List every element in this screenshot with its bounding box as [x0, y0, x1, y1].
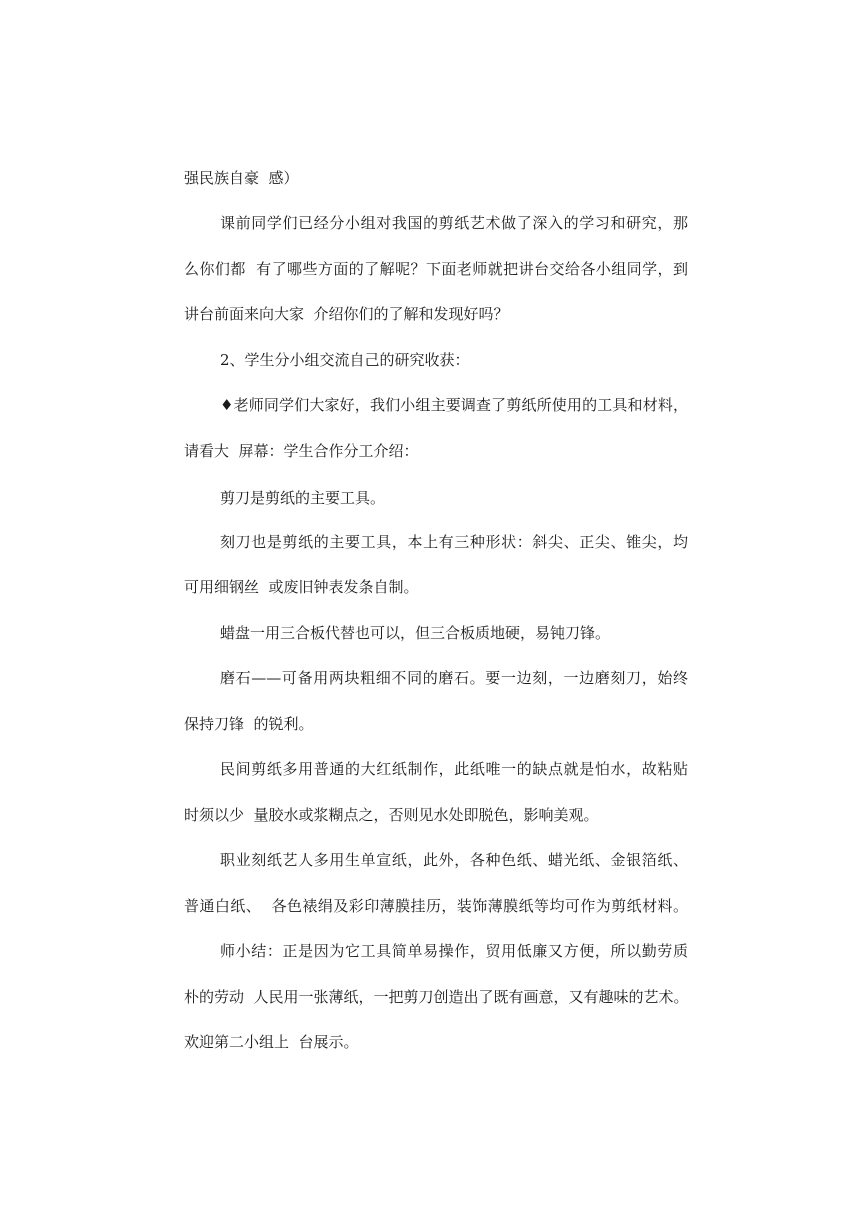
text-line: 可用细钢丝 或废旧钟表发条自制。: [184, 578, 419, 596]
text-line: 强民族自豪 感）: [184, 169, 299, 187]
text-line: 普通白纸、 各色裱绢及彩印薄膜挂历，装饰薄膜纸等均可作为剪纸材料。: [184, 897, 688, 915]
paragraph-line: 刻刀也是剪纸的主要工具，本上有三种形状：斜尖、正尖、锥尖，均: [220, 533, 688, 551]
paragraph-line: 民间剪纸多用普通的大红纸制作，此纸唯一的缺点就是怕水，故粘贴: [220, 760, 688, 778]
paragraph-line: 师小结：正是因为它工具简单易操作，贸用低廉又方便，所以勤劳质: [220, 942, 688, 960]
section-heading: 2、学生分小组交流自己的研究收获：: [220, 351, 470, 369]
text-line: 时须以少 量胶水或浆糊点之，否则见水处即脱色，影响美观。: [184, 806, 599, 824]
text-line: 欢迎第二小组上 台展示。: [184, 1033, 359, 1051]
paragraph-line: 磨石——可备用两块粗细不同的磨石。要一边刻，一边磨刻刀，始终: [220, 669, 688, 687]
text-line: 保持刀锋 的锐利。: [184, 715, 314, 733]
text-line: 请看大 屏幕：学生合作分工介绍：: [184, 442, 419, 460]
text-line: 朴的劳动 人民用一张薄纸，一把剪刀创造出了既有画意，又有趣味的艺术。: [184, 988, 689, 1006]
text-line: 讲台前面来向大家 介绍你们的了解和发现好吗？: [184, 305, 509, 323]
paragraph-line: 职业刻纸艺人多用生单宣纸，此外，各种色纸、蜡光纸、金银箔纸、: [220, 851, 688, 869]
paragraph-line: 剪刀是剪纸的主要工具。: [220, 489, 386, 507]
paragraph-line: 课前同学们已经分小组对我国的剪纸艺术做了深入的学习和研究，那: [220, 214, 688, 232]
paragraph-line: ♦老师同学们大家好，我们小组主要调查了剪纸所使用的工具和材料，: [220, 396, 688, 414]
paragraph-line: 蜡盘一用三合板代替也可以，但三合板质地硬，易钝刀锋。: [220, 624, 611, 642]
text-line: 么你们都 有了哪些方面的了解呢？下面老师就把讲台交给各小组同学，到: [184, 260, 688, 278]
